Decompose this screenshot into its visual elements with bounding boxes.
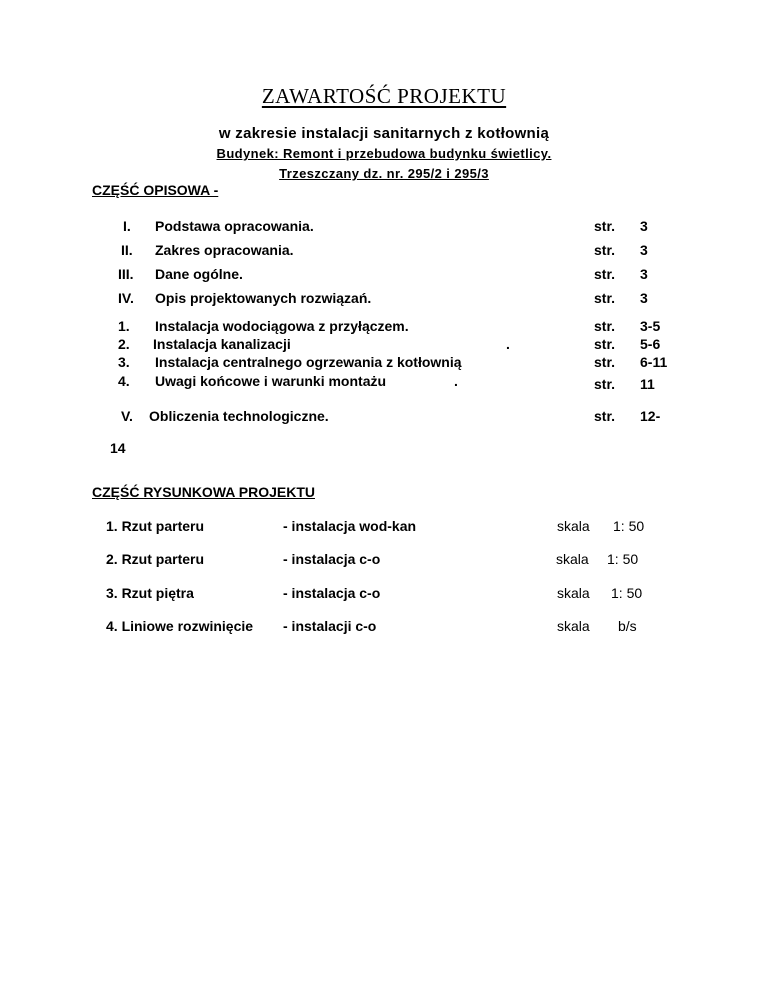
item-str: str. — [594, 266, 616, 282]
subitem-str: str. — [594, 336, 616, 352]
location-line: Trzeszczany dz. nr. 295/2 i 295/3 — [279, 166, 489, 181]
subitem-str: str. — [594, 376, 616, 392]
subitem-number: 1. — [118, 318, 130, 334]
item-str: str. — [594, 290, 616, 306]
item-page: 3 — [640, 218, 648, 234]
drawing-scale: 1: 50 — [613, 518, 645, 534]
item-str: str. — [594, 242, 616, 258]
subitem-str: str. — [594, 354, 616, 370]
item-number: IV. — [118, 290, 134, 306]
item-page: 3 — [640, 242, 648, 258]
subitem-label: Instalacja centralnego ogrzewania z kotłownią — [155, 354, 462, 370]
item-number: I. — [123, 218, 131, 234]
subitem-page: 3-5 — [640, 318, 661, 334]
subitem-number: 3. — [118, 354, 130, 370]
item-label: Opis projektowanych rozwiązań. — [155, 290, 372, 306]
item-label: Dane ogólne. — [155, 266, 243, 282]
drawing-scale: 1: 50 — [611, 585, 643, 601]
drawing-skala: skala — [557, 618, 590, 634]
document-subtitle: w zakresie instalacji sanitarnych z kotłownią — [218, 125, 550, 142]
item-page: 12- — [640, 408, 661, 424]
subitem-dot: . — [506, 336, 510, 352]
item-str: str. — [594, 218, 616, 234]
drawing-desc: - instalacja c-o — [283, 585, 381, 601]
drawing-scale: 1: 50 — [607, 551, 639, 567]
item-str: str. — [594, 408, 616, 424]
subitem-number: 4. — [118, 373, 130, 389]
subitem-dot: . — [454, 373, 458, 389]
drawing-name: 2. Rzut parteru — [106, 551, 205, 567]
drawing-name: 4. Liniowe rozwinięcie — [106, 618, 254, 634]
subitem-label: Instalacja kanalizacji — [153, 336, 291, 352]
item-number: V. — [121, 408, 133, 424]
drawing-skala: skala — [557, 585, 590, 601]
item-page: 3 — [640, 290, 648, 306]
item-label: Zakres opracowania. — [155, 242, 294, 258]
drawing-name: 1. Rzut parteru — [106, 518, 205, 534]
subitem-label: Uwagi końcowe i warunki montażu — [155, 373, 387, 389]
subitem-label: Instalacja wodociągowa z przyłączem. — [155, 318, 409, 334]
item-number: III. — [118, 266, 134, 282]
building-line: Budynek: Remont i przebudowa budynku świetlicy. — [216, 146, 552, 161]
drawing-name: 3. Rzut piętra — [106, 585, 194, 601]
drawing-scale: b/s — [618, 618, 637, 634]
drawing-skala: skala — [557, 518, 590, 534]
subitem-page: 5-6 — [640, 336, 661, 352]
section-heading-opisowa: CZĘŚĆ OPISOWA - — [92, 182, 219, 198]
subitem-page: 11 — [640, 376, 655, 392]
document-title: ZAWARTOŚĆ PROJEKTU — [261, 84, 507, 108]
subitem-page: 6-11 — [640, 354, 668, 370]
section-heading-rysunkowa: CZĘŚĆ RYSUNKOWA PROJEKTU — [92, 484, 315, 500]
drawing-desc: - instalacji c-o — [283, 618, 377, 634]
item-label: Podstawa opracowania. — [155, 218, 314, 234]
drawing-desc: - instalacja c-o — [283, 551, 381, 567]
subitem-str: str. — [594, 318, 616, 334]
drawing-skala: skala — [556, 551, 589, 567]
item-page-continued: 14 — [110, 440, 126, 456]
item-page: 3 — [640, 266, 648, 282]
drawing-desc: - instalacja wod-kan — [283, 518, 417, 534]
item-label: Obliczenia technologiczne. — [149, 408, 329, 424]
item-number: II. — [121, 242, 133, 258]
subitem-number: 2. — [118, 336, 130, 352]
